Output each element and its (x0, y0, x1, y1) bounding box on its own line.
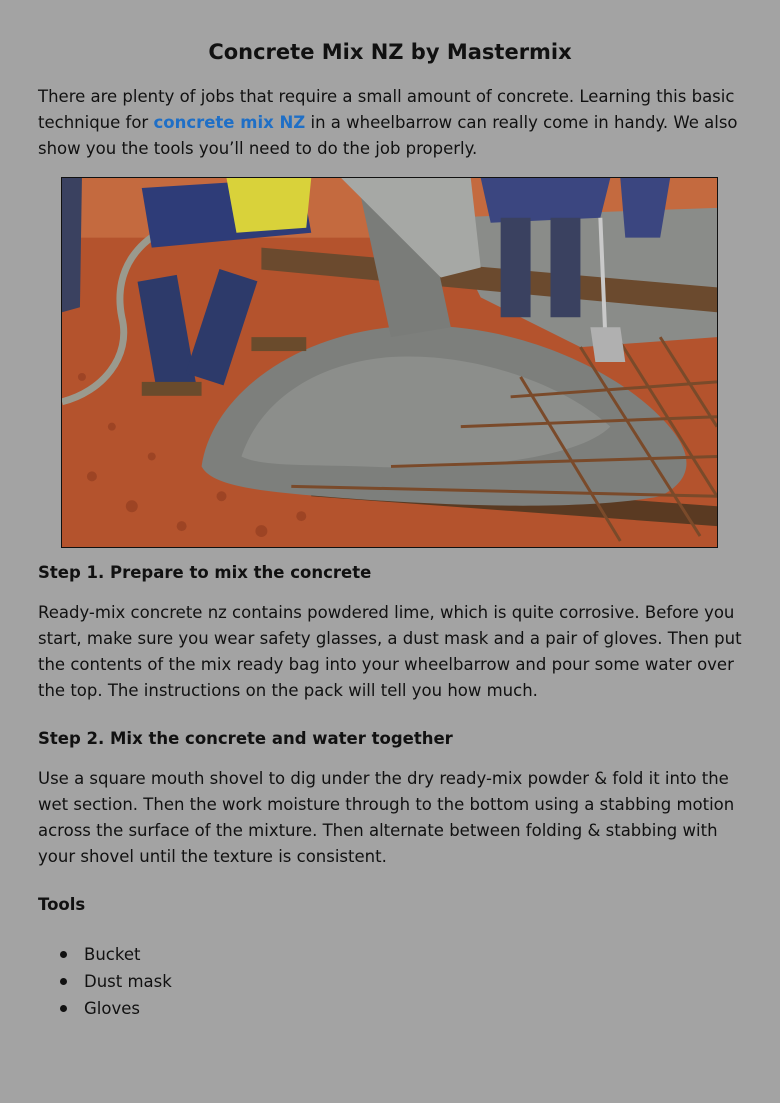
intro-text-after: in a wheelbarrow can really come in handy. We also show you the tools you’ll need to do the job properly. (38, 113, 738, 158)
step2-body: Use a square mouth shovel to dig under the dry ready-mix powder & fold it into the wet section. Then the work moisture through to the bottom using a stabbing motion across the surface of the mixture. Then alternate between folding & stabbing with your shovel until the texture is consistent. (38, 769, 735, 866)
list-item (58, 995, 172, 1022)
tools-heading: Tools (38, 895, 86, 914)
tool-item-label: Gloves (84, 999, 140, 1018)
page-title: Concrete Mix NZ by Mastermix (208, 40, 572, 64)
tools-list (58, 941, 172, 1022)
concrete-mix-link[interactable]: concrete mix NZ (153, 113, 306, 132)
step1-heading: Step 1. Prepare to mix the concrete (38, 563, 372, 582)
intro-text-before: There are plenty of jobs that require a small amount of concrete. Learning this basic technique for (38, 87, 735, 132)
bullet-icon (60, 951, 67, 958)
intro-paragraph (38, 84, 744, 162)
list-item (58, 968, 172, 995)
concrete-pour-photo (61, 177, 718, 548)
step2-heading: Step 2. Mix the concrete and water together (38, 729, 453, 748)
bullet-icon (60, 978, 67, 985)
tool-item-label: Bucket (84, 945, 141, 964)
tool-item-label: Dust mask (84, 972, 172, 991)
list-item (58, 941, 172, 968)
bullet-icon (60, 1005, 67, 1012)
concrete-pour-illustration (62, 178, 717, 547)
step1-body: Ready-mix concrete nz contains powdered lime, which is quite corrosive. Before you start, make sure you wear safety glasses, a dust mask and a pair of gloves. Then put the contents of the mix ready bag into your wheelbarrow and pour some water over the top. The instructions on the pack will tell you how much. (38, 603, 742, 700)
